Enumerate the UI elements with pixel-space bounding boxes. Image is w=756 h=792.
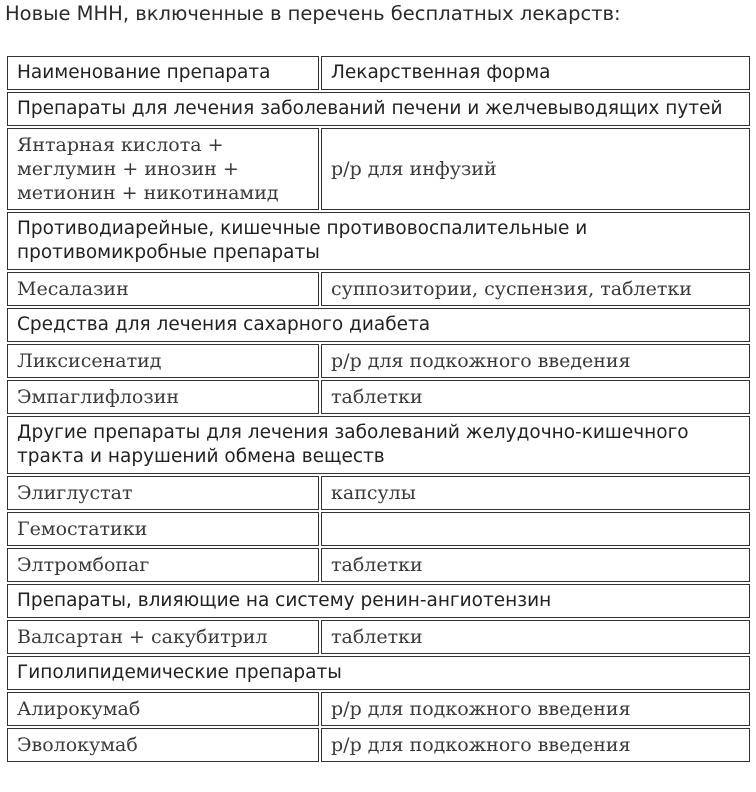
table-row <box>7 128 750 210</box>
table-row <box>7 548 750 582</box>
table-group-row <box>7 212 750 270</box>
column-header-name: Наименование препарата <box>7 56 319 90</box>
drug-form: р/р для подкожного введения <box>321 728 750 762</box>
drug-name: Янтарная кислота + меглумин + инозин + метионин + никотинамид <box>7 128 319 210</box>
table-group-row <box>7 92 750 126</box>
table-group-row <box>7 584 750 618</box>
drug-name: Эмпаглифлозин <box>7 380 319 414</box>
drug-name: Ликсисенатид <box>7 344 319 378</box>
table-header-row <box>7 56 750 90</box>
group-label: Средства для лечения сахарного диабета <box>7 308 750 342</box>
drug-form: р/р для подкожного введения <box>321 344 750 378</box>
table-group-row <box>7 308 750 342</box>
table-row <box>7 692 750 726</box>
table-group-row <box>7 656 750 690</box>
column-header-form: Лекарственная форма <box>321 56 750 90</box>
table-row <box>7 728 750 762</box>
page-title: Новые МНН, включенные в перечень бесплатных лекарств: <box>5 2 621 25</box>
table-row <box>7 344 750 378</box>
group-label: Гиполипидемические препараты <box>7 656 750 690</box>
group-label: Противодиарейные, кишечные противовоспалительные и противомикробные препараты <box>7 212 750 270</box>
table-row <box>7 620 750 654</box>
group-label: Препараты для лечения заболеваний печени и желчевыводящих путей <box>7 92 750 126</box>
drug-name: Элиглустат <box>7 476 319 510</box>
drug-name: Эволокумаб <box>7 728 319 762</box>
table-group-row <box>7 416 750 474</box>
drug-form <box>321 512 750 546</box>
drug-name: Месалазин <box>7 272 319 306</box>
group-label: Препараты, влияющие на систему ренин-ангиотензин <box>7 584 750 618</box>
drug-name: Элтромбопаг <box>7 548 319 582</box>
drug-form: таблетки <box>321 548 750 582</box>
drug-form: суппозитории, суспензия, таблетки <box>321 272 750 306</box>
drug-name: Валсартан + сакубитрил <box>7 620 319 654</box>
drug-form: р/р для подкожного введения <box>321 692 750 726</box>
table-row <box>7 272 750 306</box>
drug-table <box>5 54 752 764</box>
drug-name: Алирокумаб <box>7 692 319 726</box>
drug-form: таблетки <box>321 620 750 654</box>
group-label: Другие препараты для лечения заболеваний желудочно-кишечного тракта и нарушений обмена веществ <box>7 416 750 474</box>
drug-name: Гемостатики <box>7 512 319 546</box>
drug-form: р/р для инфузий <box>321 128 750 210</box>
drug-form: капсулы <box>321 476 750 510</box>
table-row <box>7 380 750 414</box>
table-row <box>7 476 750 510</box>
drug-form: таблетки <box>321 380 750 414</box>
table-row <box>7 512 750 546</box>
